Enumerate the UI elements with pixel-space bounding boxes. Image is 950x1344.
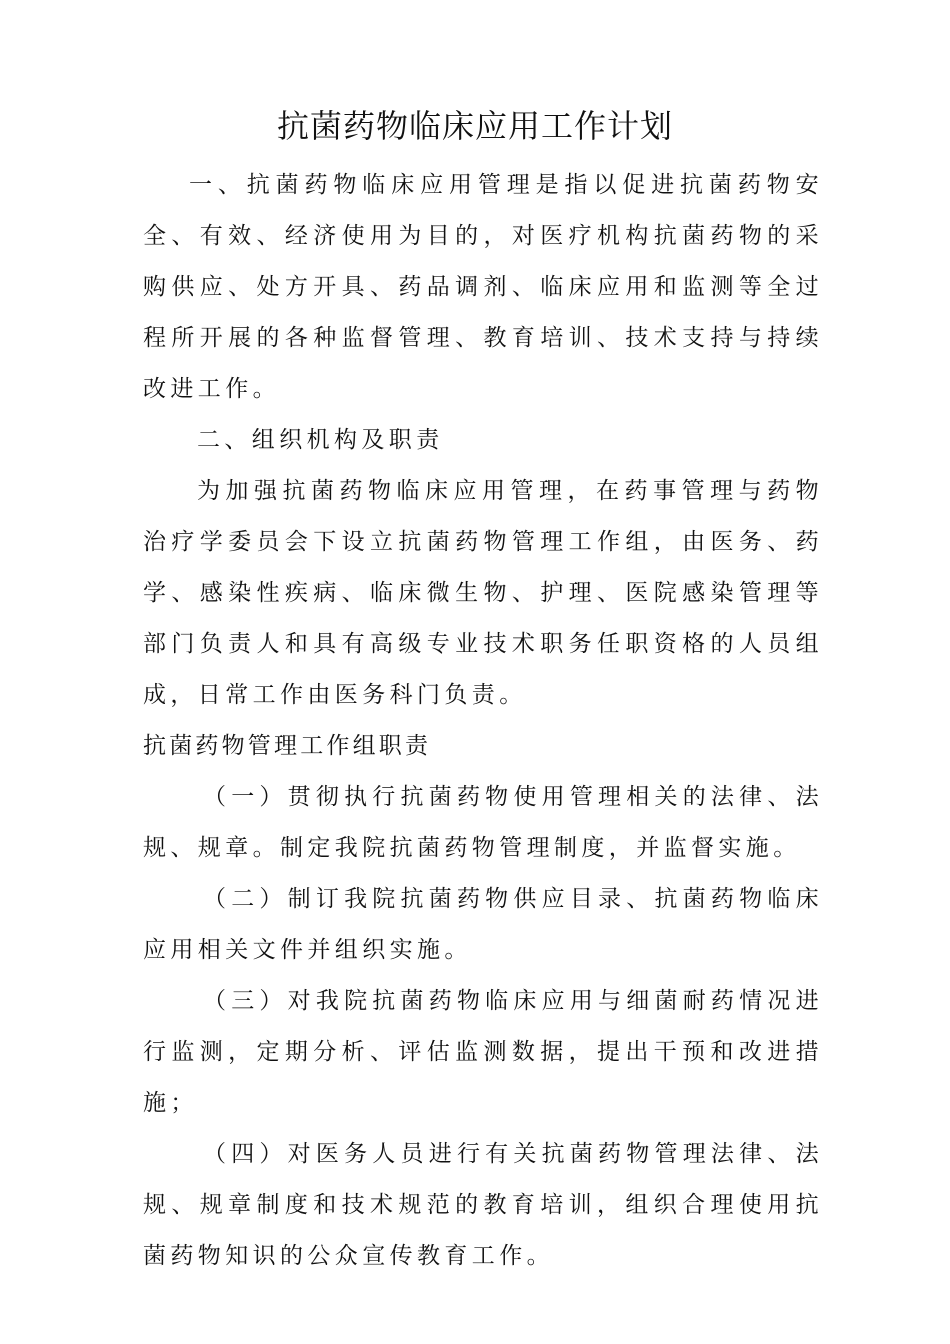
section-heading-duties: 抗菌药物管理工作组职责 (143, 733, 432, 759)
paragraph-organization: 为加强抗菌药物临床应用管理，在药事管理与药物治疗学委员会下设立抗菌药物管理工作组，由医务、药学、感染性疾病、临床微生物、护理、医院感染管理等部门负责人和具有高级专业技术职务任职资格的人员组成，日常工作由医务科门负责。 (143, 478, 823, 708)
document-body (143, 160, 823, 1282)
duty-item-4: （四）对医务人员进行有关抗菌药物管理法律、法规、规章制度和技术规范的教育培训，组织合理使用抗菌药物知识的公众宣传教育工作。 (143, 1141, 823, 1269)
duty-item-3: （三）对我院抗菌药物临床应用与细菌耐药情况进行监测，定期分析、评估监测数据，提出干预和改进措施； (143, 988, 823, 1116)
duty-item-2: （二）制订我院抗菌药物供应目录、抗菌药物临床应用相关文件并组织实施。 (143, 886, 823, 963)
duty-item-1: （一）贯彻执行抗菌药物使用管理相关的法律、法规、规章。制定我院抗菌药物管理制度，并监督实施。 (143, 784, 823, 861)
paragraph-definition: 一、抗菌药物临床应用管理是指以促进抗菌药物安全、有效、经济使用为目的，对医疗机构抗菌药物的采购供应、处方开具、药品调剂、临床应用和监测等全过程所开展的各种监督管理、教育培训、技术支持与持续改进工作。 (143, 172, 823, 402)
document-title: 抗菌药物临床应用工作计划 (276, 107, 673, 145)
section-heading-organization: 二、组织机构及职责 (197, 427, 444, 453)
